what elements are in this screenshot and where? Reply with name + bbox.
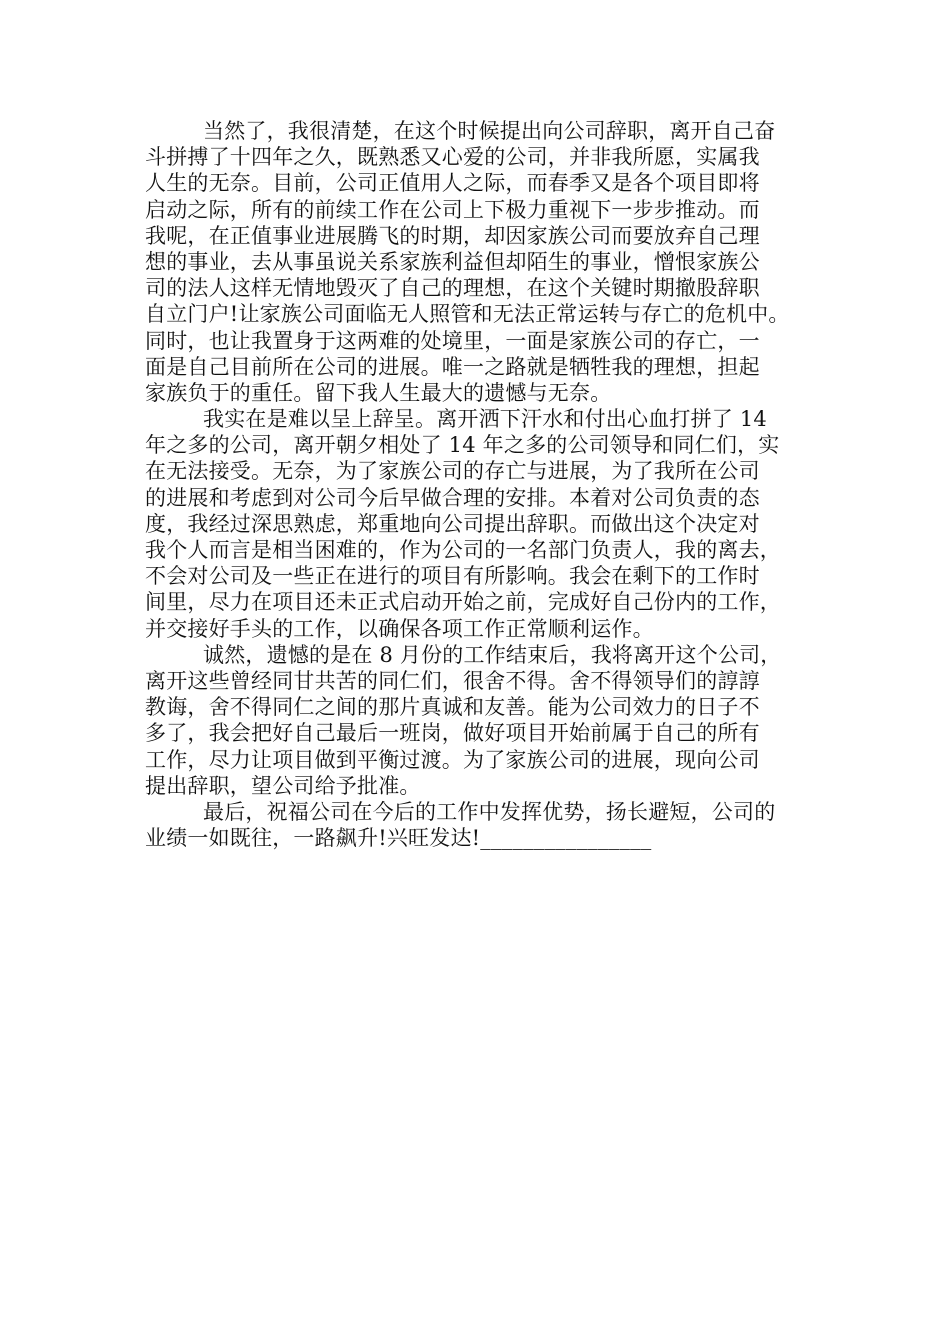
text-line: 并交接好手头的工作，以确保各项工作正常顺利运作。 [145,616,654,641]
paragraph-4 [145,799,835,851]
text-line: 家族负于的重任。留下我人生最大的遗憾与无奈。 [145,380,612,405]
document-body [145,118,835,851]
text-line: 想的事业，去从事虽说关系家族利益但却陌生的事业，憎恨家族公 [145,249,760,274]
text-line: 度，我经过深思熟虑，郑重地向公司提出辞职。而做出这个决定对 [145,511,760,536]
text-line: 斗拼搏了十四年之久，既熟悉又心爱的公司，并非我所愿，实属我 [145,145,760,170]
text-line: 提出辞职，望公司给予批准。 [145,773,421,798]
text-line: 自立门户!让家族公司面临无人照管和无法正常运转与存亡的危机中。 [145,302,790,327]
text-line: 在无法接受。无奈，为了家族公司的存亡与进展，为了我所在公司 [145,459,760,484]
text-line: 人生的无奈。目前，公司正值用人之际，而春季又是各个项目即将 [145,171,760,196]
text-line: 年之多的公司，离开朝夕相处了 14 年之多的公司领导和同仁们，实 [145,433,780,458]
text-line: 同时，也让我置身于这两难的处境里，一面是家族公司的存亡，一 [145,328,760,353]
paragraph-3 [145,642,835,799]
text-line: 我呢，在正值事业进展腾飞的时期，却因家族公司而要放弃自己理 [145,223,760,248]
text-line: 多了，我会把好自己最后一班岗，做好项目开始前属于自己的所有 [145,721,760,746]
text-line: 我实在是难以呈上辞呈。离开洒下汗水和付出心血打拼了 14 [203,407,767,432]
text-line: 的进展和考虑到对公司今后早做合理的安排。本着对公司负责的态 [145,485,760,510]
text-line: 间里，尽力在项目还未正式启动开始之前，完成好自己份内的工作， [145,590,781,615]
text-line: 我个人而言是相当困难的，作为公司的一名部门负责人，我的离去， [145,538,781,562]
text-line: 最后，祝福公司在今后的工作中发挥优势，扬长避短，公司的 [203,799,776,824]
text-line: 司的法人这样无情地毁灭了自己的理想，在这个关键时期撤股辞职 [145,276,760,301]
text-line: 当然了，我很清楚，在这个时候提出向公司辞职，离开自己奋 [203,119,776,143]
text-line: 诚然，遗憾的是在 8 月份的工作结束后，我将离开这个公司， [203,642,782,667]
text-line: 工作，尽力让项目做到平衡过渡。为了家族公司的进展，现向公司 [145,747,760,772]
text-line: 教诲，舍不得同仁之间的那片真诚和友善。能为公司效力的日子不 [145,695,760,720]
text-line: 离开这些曾经同甘共苦的同仁们，很舍不得。舍不得领导们的諄諄 [145,668,760,693]
text-line: 启动之际，所有的前续工作在公司上下极力重视下一步步推动。而 [145,197,760,222]
text-line: 不会对公司及一些正在进行的项目有所影响。我会在剩下的工作时 [145,564,760,589]
paragraph-2 [145,406,835,642]
paragraph-1 [145,118,835,406]
text-line: 面是自己目前所在公司的进展。唯一之路就是牺牲我的理想，担起 [145,354,760,379]
text-line: 业绩一如既往，一路飙升!兴旺发达!________________ [145,826,652,851]
